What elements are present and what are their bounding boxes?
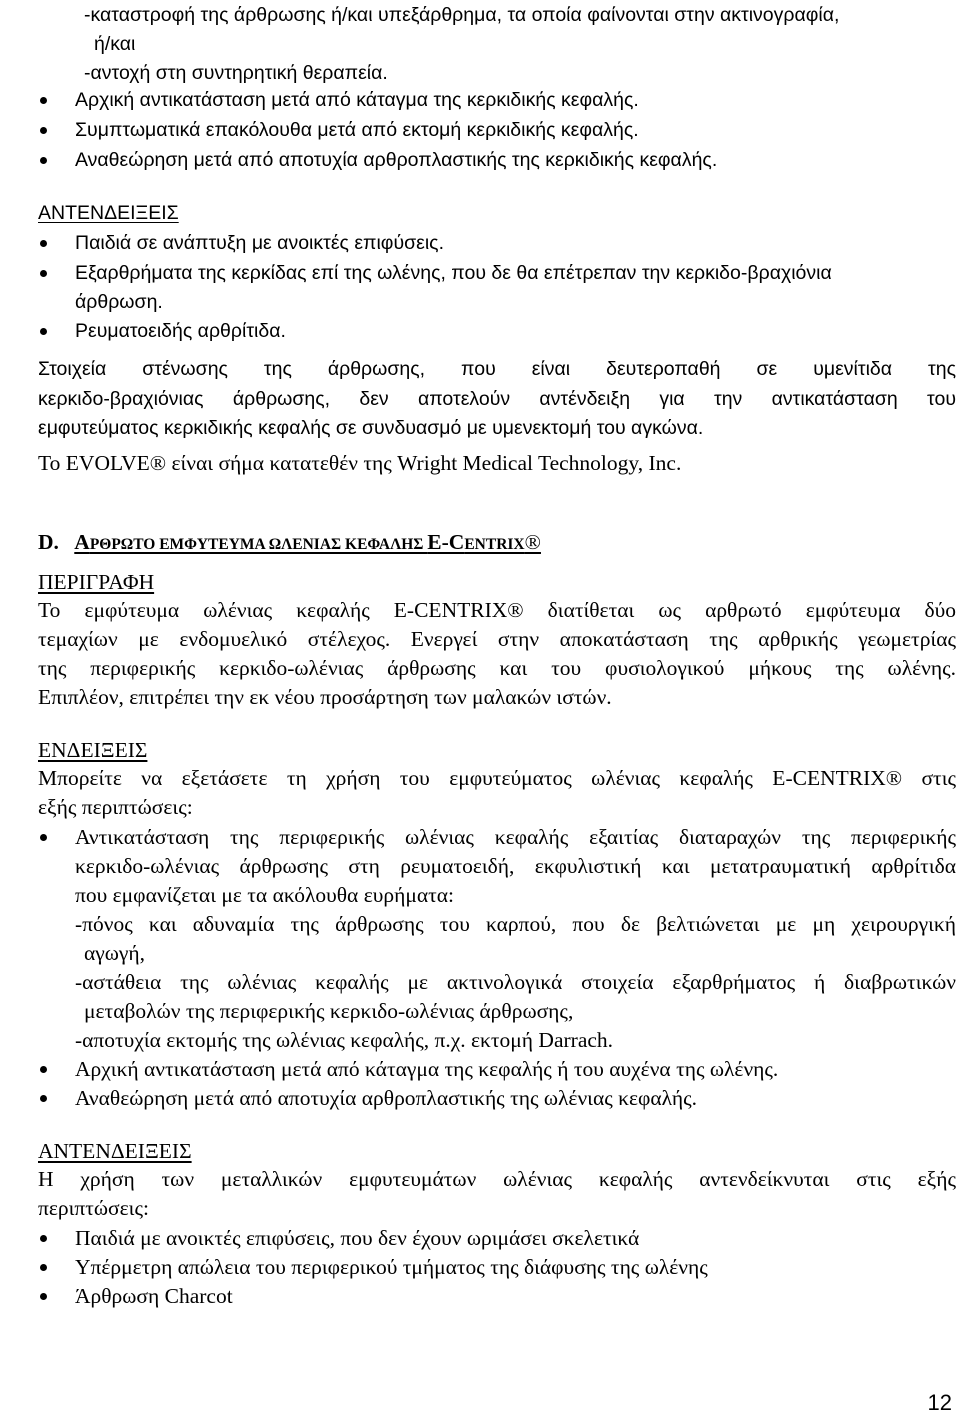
description-line2: τεμαχίων με ενδομυελικό στέλεχος. Ενεργεί στην αποκατάσταση της αρθρικής γεωμετρίας — [38, 627, 956, 651]
section-d-title — [38, 532, 541, 554]
sub-item-pain-line2: αγωγή, — [84, 941, 146, 965]
bullet-icon — [40, 834, 47, 841]
contraindication-item: Υπέρμετρη απώλεια του περιφερικού τμήματος της διάφυσης της ωλένης — [75, 1255, 708, 1279]
note-paragraph-line1: Στοιχεία στένωσης της άρθρωσης, που είναι δευτεροπαθή σε υμενίτιδα της — [38, 358, 956, 380]
bullet-icon — [40, 328, 47, 335]
bullet-icon — [40, 1264, 47, 1271]
contraindication-item: Άρθρωση Charcot — [75, 1284, 233, 1308]
sub-item-resistance: -αντοχή στη συντηρητική θεραπεία. — [84, 62, 388, 84]
indication-item: Αρχική αντικατάσταση μετά από κάταγμα της κεφαλής ή του αυχένα της ωλένης. — [75, 1057, 779, 1081]
description-heading: ΠΕΡΙΓΡΑΦΗ — [38, 570, 155, 594]
contraindication-item: Ρευματοειδής αρθρίτιδα. — [75, 320, 286, 342]
sub-item-pain-line1: -πόνος και αδυναμία της άρθρωσης του καρπού, που δε βελτιώνεται με μη χειρουργική — [75, 912, 956, 936]
bullet-icon — [40, 240, 47, 247]
indications-heading: ΕΝΔΕΙΞΕΙΣ — [38, 738, 148, 762]
note-paragraph-line3: εμφυτεύματος κερκιδικής κεφαλής σε συνδυασμό με υμενεκτομή του αγκώνα. — [38, 417, 704, 439]
section-title-text: ΑΡΘΡΩΤΟ ΕΜΦΥΤΕΥΜΑ ΩΛΕΝΙΑΣ ΚΕΦΑΛΗΣ E-CENTRIX® — [74, 530, 541, 554]
indication-item-line2: κερκιδο-ωλένιας άρθρωσης στη ρευματοειδή, εκφυλιστική και μετατραυματική αρθρίτιδα — [75, 854, 956, 878]
sub-item-instability-line2: μεταβολών της περιφερικής κερκιδο-ωλένιας άρθρωσης, — [84, 999, 574, 1023]
sub-item-destruction-line1: -καταστροφή της άρθρωσης ή/και υπεξάρθρημα, τα οποία φαίνονται στην ακτινογραφία, — [84, 4, 840, 26]
bullet-icon — [40, 1293, 47, 1300]
sub-item-failure: -αποτυχία εκτομής της ωλένιας κεφαλής, π.χ. εκτομή Darrach. — [75, 1028, 614, 1052]
indication-item-line1: Αντικατάσταση της περιφερικής ωλένιας κεφαλής εξαιτίας διαταραχών της περιφερικής — [75, 825, 956, 849]
note-paragraph-line2: κερκιδο-βραχιόνιας άρθρωσης, δεν αποτελούν αντένδειξη για την αντικατάσταση του — [38, 388, 956, 410]
bullet-icon — [40, 127, 47, 134]
contraindications-heading: ΑΝΤΕΝΔΕΙΞΕΙΣ — [38, 1139, 192, 1163]
indication-item: Αρχική αντικατάσταση μετά από κάταγμα της κερκιδικής κεφαλής. — [75, 89, 639, 111]
bullet-icon — [40, 157, 47, 164]
bullet-icon — [40, 1095, 47, 1102]
section-letter: D. — [38, 530, 59, 554]
contraindication-item: Παιδιά σε ανάπτυξη με ανοικτές επιφύσεις. — [75, 232, 444, 254]
bullet-icon — [40, 97, 47, 104]
contraindication-item-line1: Εξαρθρήματα της κερκίδας επί της ωλένης, που δε θα επέτρεπαν την κερκιδο-βραχιόνια — [75, 262, 832, 284]
indication-item-line3: που εμφανίζεται με τα ακόλουθα ευρήματα: — [75, 883, 455, 907]
description-line1: Το εμφύτευμα ωλένιας κεφαλής E-CENTRIX® διατίθεται ως αρθρωτό εμφύτευμα δύο — [38, 598, 956, 622]
indications-intro-line1: Μπορείτε να εξετάσετε τη χρήση του εμφυτεύματος ωλένιας κεφαλής E-CENTRIX® στις — [38, 766, 956, 790]
contraindication-item: Παιδιά με ανοικτές επιφύσεις, που δεν έχουν ωριμάσει σκελετικά — [75, 1226, 640, 1250]
bullet-icon — [40, 1066, 47, 1073]
indications-intro-line2: εξής περιπτώσεις: — [38, 795, 193, 819]
trademark-note: Το EVOLVE® είναι σήμα κατατεθέν της Wright Medical Technology, Inc. — [38, 451, 682, 475]
bullet-icon — [40, 1235, 47, 1242]
contraindications-heading: ΑΝΤΕΝΔΕΙΞΕΙΣ — [38, 202, 179, 224]
sub-item-destruction-line2: ή/και — [94, 33, 136, 55]
page-number: 12 — [927, 1390, 952, 1415]
indication-item: Συμπτωματικά επακόλουθα μετά από εκτομή κερκιδικής κεφαλής. — [75, 119, 639, 141]
indication-item: Αναθεώρηση μετά από αποτυχία αρθροπλαστικής της κερκιδικής κεφαλής. — [75, 149, 718, 171]
description-line4: Επιπλέον, επιτρέπει την εκ νέου προσάρτηση των μαλακών ιστών. — [38, 685, 612, 709]
description-line3: της περιφερικής κερκιδο-ωλένιας άρθρωσης και του φυσιολογικού μήκους της ωλένης. — [38, 656, 956, 680]
indication-item: Αναθεώρηση μετά από αποτυχία αρθροπλαστικής της ωλένιας κεφαλής. — [75, 1086, 698, 1110]
contraindications-intro-line1: Η χρήση των μεταλλικών εμφυτευμάτων ωλένιας κεφαλής αντενδείκνυται στις εξής — [38, 1167, 956, 1191]
contraindications-intro-line2: περιπτώσεις: — [38, 1196, 149, 1220]
contraindication-item-line2: άρθρωση. — [75, 291, 163, 313]
bullet-icon — [40, 270, 47, 277]
sub-item-instability-line1: -αστάθεια της ωλένιας κεφαλής με ακτινολογικά στοιχεία εξαρθρήματος ή διαβρωτικών — [75, 970, 956, 994]
